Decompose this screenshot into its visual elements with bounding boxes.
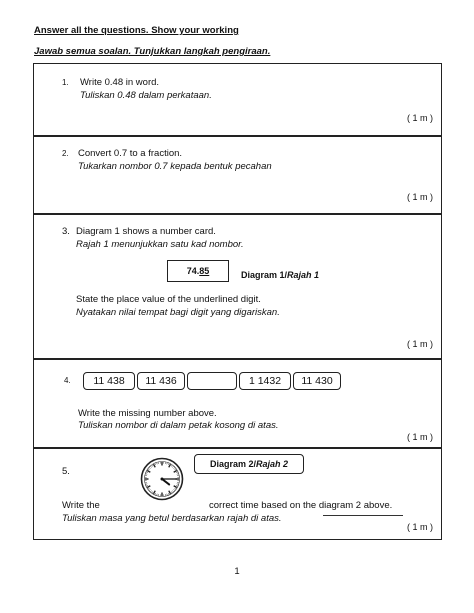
sequence-box-2: 11 436 — [137, 372, 185, 390]
question-number: 1. — [62, 78, 69, 87]
question-text-malay: Tuliskan masa yang betul berdasarkan rajah di atas. — [62, 513, 282, 524]
diagram-2-caption — [194, 454, 304, 474]
caption-malay: Rajah 1 — [287, 270, 320, 280]
diagram-1-caption — [241, 270, 319, 280]
caption-english: Diagram 2/ — [209, 459, 256, 469]
sequence-box-1: 11 438 — [83, 372, 135, 390]
question-text-malay: Tuliskan nombor di dalam petak kosong di atas. — [78, 420, 279, 431]
question-1-box — [33, 63, 442, 136]
sequence-box-4: 1 1432 — [239, 372, 291, 390]
question-4-box — [33, 359, 442, 448]
question-text-english: Diagram 1 shows a number card. — [76, 226, 216, 237]
marks-label: ( 1 m ) — [407, 522, 433, 532]
question-text-malay: Rajah 1 menunjukkan satu kad nombor. — [76, 239, 244, 250]
question-text-english: Write 0.48 in word. — [80, 77, 160, 88]
task-text-english: State the place value of the underlined digit. — [76, 294, 261, 305]
question-text-english-end: correct time based on the diagram 2 above. — [209, 500, 393, 511]
instruction-malay: Jawab semua soalan. Tunjukkan langkah pengiraan. — [34, 46, 271, 57]
page-number: 1 — [234, 566, 240, 577]
caption-english: Diagram 1/ — [241, 270, 288, 280]
sequence-box-missing[interactable] — [187, 372, 237, 390]
marks-label: ( 1 m ) — [407, 113, 433, 123]
sequence-box-5: 11 430 — [293, 372, 341, 390]
card-underlined-digits: 85 — [199, 266, 210, 276]
question-5-box — [33, 448, 442, 540]
caption-malay: Rajah 2 — [256, 459, 289, 469]
question-text-malay: Tukarkan nombor 0.7 kepada bentuk pecahan — [78, 161, 272, 172]
question-number: 4. — [64, 376, 71, 385]
question-text-english-start: Write the — [62, 500, 100, 511]
clock-icon — [140, 457, 184, 501]
number-card — [167, 260, 229, 282]
question-3-box — [33, 214, 442, 359]
question-text-english: Write the missing number above. — [78, 408, 217, 419]
question-text-english: Convert 0.7 to a fraction. — [78, 148, 183, 159]
answer-line[interactable] — [323, 515, 403, 516]
task-text-malay: Nyatakan nilai tempat bagi digit yang digariskan. — [76, 307, 280, 318]
marks-label: ( 1 m ) — [407, 192, 433, 202]
question-number: 5. — [62, 466, 70, 477]
card-digits: 74. — [186, 266, 200, 276]
marks-label: ( 1 m ) — [407, 432, 433, 442]
question-number: 2. — [62, 149, 69, 158]
question-number: 3. — [62, 226, 70, 237]
instruction-english: Answer all the questions. Show your working — [34, 25, 239, 36]
question-text-malay: Tuliskan 0.48 dalam perkataan. — [80, 90, 212, 101]
question-2-box — [33, 136, 442, 214]
marks-label: ( 1 m ) — [407, 339, 433, 349]
